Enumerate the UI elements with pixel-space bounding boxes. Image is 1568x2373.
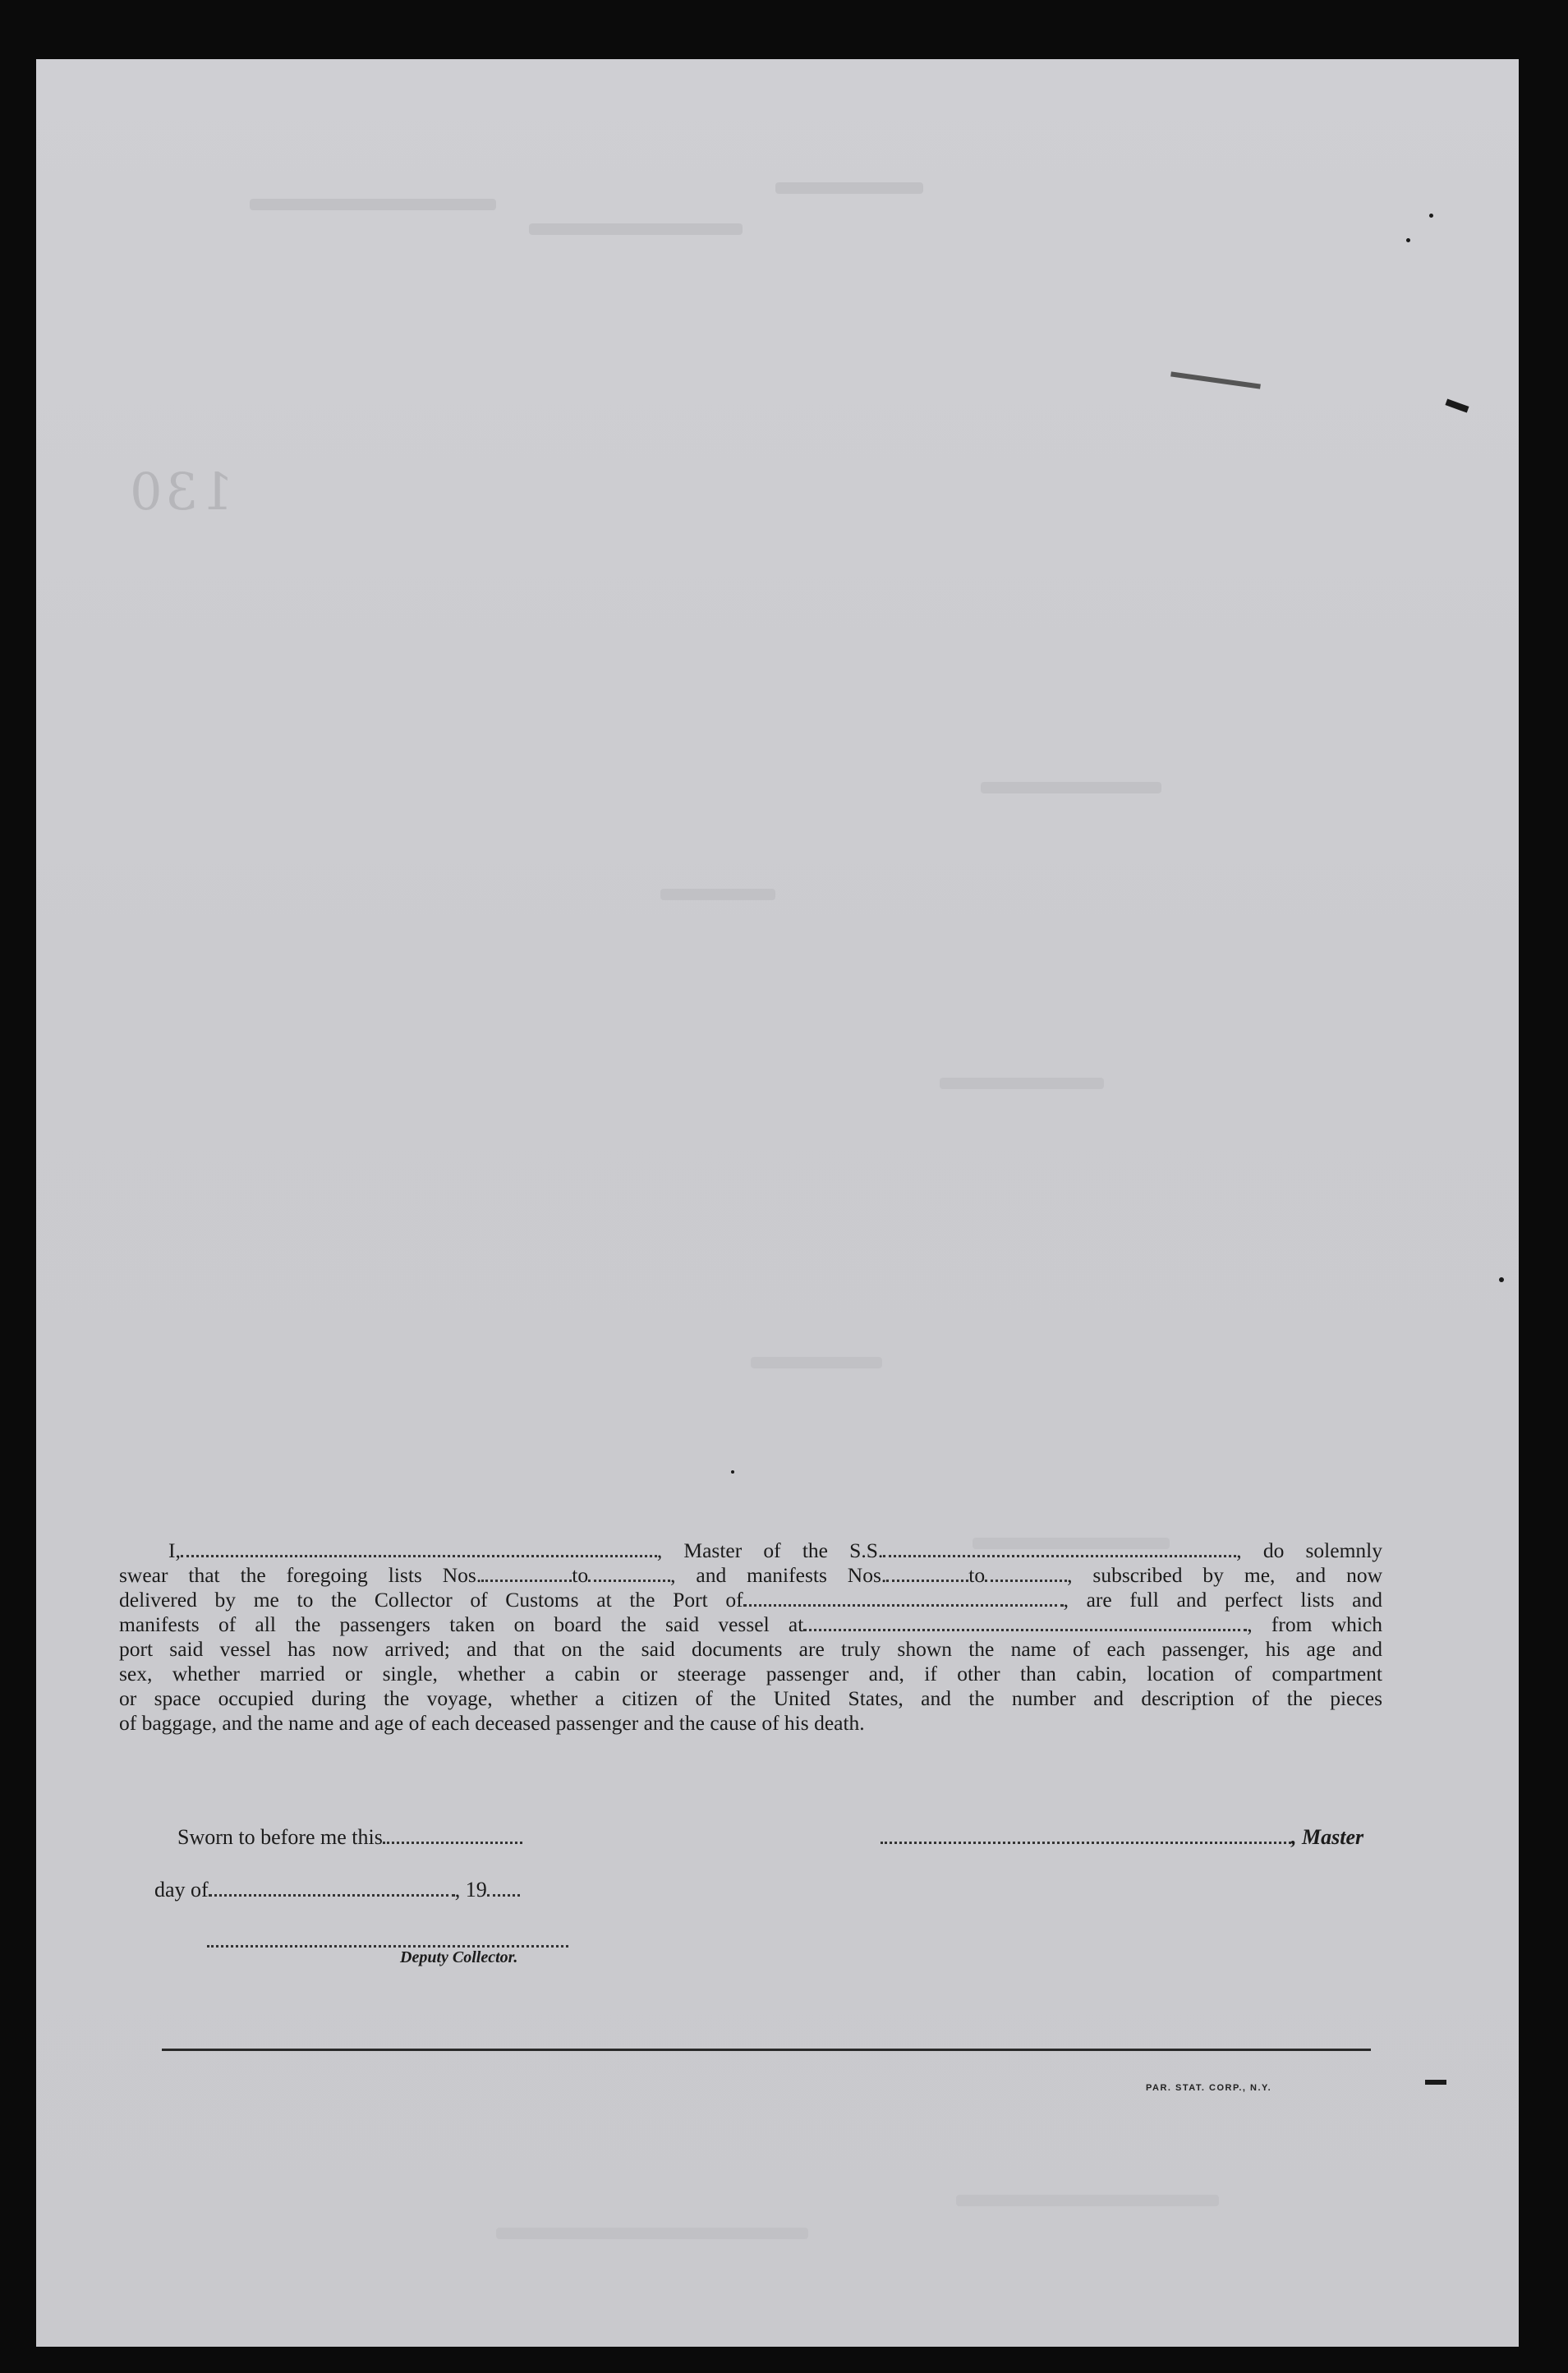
sworn-day-field[interactable] (383, 1827, 522, 1844)
oath-text: , are full and perfect lists and (1063, 1588, 1382, 1612)
sworn-before-me-line (177, 1825, 522, 1850)
deputy-collector-label: Deputy Collector. (400, 1948, 518, 1966)
bleed-through-mark (751, 1357, 882, 1368)
oath-line-7: or space occupied during the voyage, whether a citizen of the United States, and the number and description of the pieces (119, 1686, 1382, 1710)
oath-text: to (572, 1563, 589, 1587)
oath-text: manifests of all the passengers taken on board the said vessel at (119, 1612, 804, 1636)
oath-text: swear that the foregoing lists Nos. (119, 1563, 482, 1587)
month-field[interactable] (209, 1879, 455, 1897)
oath-line-6: sex, whether married or single, whether a cabin or steerage passenger and, if other than cabin, location of compartment (119, 1662, 1382, 1685)
oath-line-4 (119, 1612, 1382, 1637)
oath-line-3 (119, 1588, 1382, 1612)
manifests-from-field[interactable] (886, 1565, 968, 1582)
day-of-line (154, 1878, 520, 1902)
oath-text: I, (168, 1538, 181, 1562)
master-signature-line (881, 1825, 1363, 1850)
master-oath-paragraph (119, 1538, 1382, 1736)
oath-text: , subscribed by me, and now (1067, 1563, 1382, 1587)
master-signature-field[interactable] (881, 1827, 1291, 1844)
scan-speck (1429, 214, 1433, 218)
year-prefix: , 19 (454, 1878, 487, 1902)
bleed-through-mark (981, 782, 1161, 793)
lists-to-field[interactable] (588, 1565, 670, 1582)
bleed-through-mark (529, 223, 743, 235)
day-of-label: day of (154, 1878, 209, 1902)
master-name-field[interactable] (181, 1540, 657, 1557)
oath-line-8: of baggage, and the name and age of each deceased passenger and the cause of his death. (119, 1711, 865, 1735)
printer-imprint: PAR. STAT. CORP., N.Y. (1146, 2083, 1272, 2093)
oath-text: , from which (1247, 1612, 1382, 1636)
departure-port-field[interactable] (803, 1614, 1247, 1631)
oath-line-5: port said vessel has now arrived; and that on the said documents are truly shown the name of each passenger, his age and (119, 1637, 1382, 1661)
oath-text: delivered by me to the Collector of Customs at the Port of (119, 1588, 743, 1612)
oath-line-2 (119, 1563, 1382, 1588)
manifests-to-field[interactable] (985, 1565, 1067, 1582)
oath-text: , do solemnly (1236, 1538, 1382, 1562)
oath-text: , and manifests Nos. (670, 1563, 887, 1587)
horizontal-rule (162, 2049, 1371, 2051)
sworn-label: Sworn to before me this (177, 1825, 383, 1849)
master-label: , Master (1291, 1825, 1364, 1849)
bleed-through-mark (956, 2195, 1219, 2206)
paper-sheet (36, 59, 1519, 2347)
deputy-collector-signature-field[interactable] (207, 1929, 568, 1948)
year-field[interactable] (487, 1879, 520, 1897)
lists-from-field[interactable] (481, 1565, 572, 1582)
oath-line-1 (119, 1538, 1382, 1563)
scan-speck (1499, 1277, 1504, 1282)
scan-speck (1425, 2080, 1446, 2085)
ship-name-field[interactable] (883, 1540, 1236, 1557)
bleed-through-mark (775, 182, 923, 194)
bleed-through-page-number: 130 (126, 462, 234, 522)
oath-text: to (968, 1563, 986, 1587)
port-field[interactable] (743, 1589, 1064, 1607)
scan-speck (1406, 238, 1410, 242)
bleed-through-mark (250, 199, 496, 210)
bleed-through-mark (940, 1078, 1104, 1089)
scan-speck (731, 1470, 734, 1474)
bleed-through-mark (496, 2228, 808, 2239)
bleed-through-mark (660, 889, 775, 900)
oath-text: , Master of the S.S. (656, 1538, 884, 1562)
